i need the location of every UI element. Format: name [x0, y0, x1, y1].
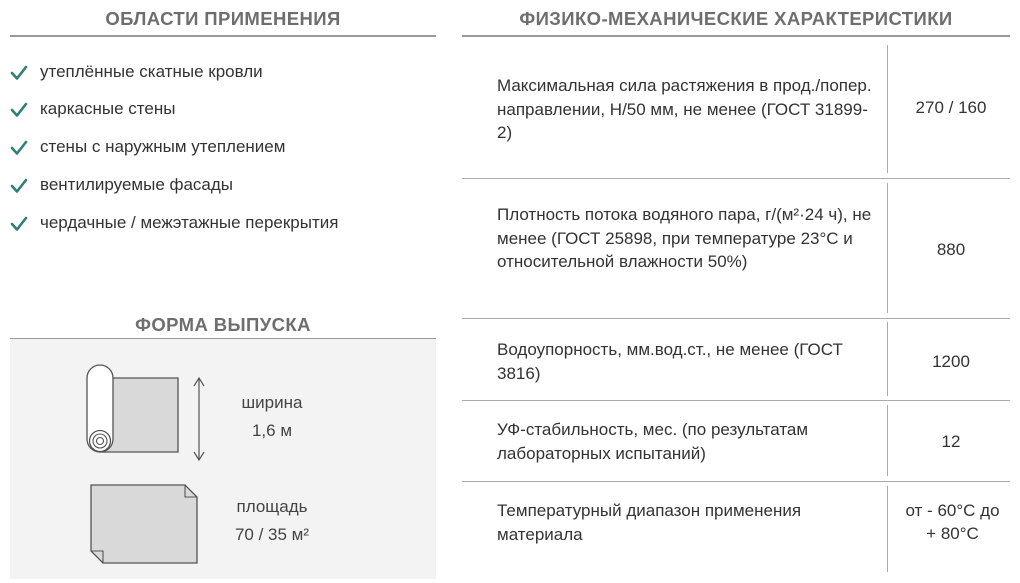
column-separator — [887, 183, 888, 313]
applications-divider — [10, 35, 436, 37]
checkmark-icon — [10, 140, 28, 156]
value-cell: от - 60°С до + 80°С — [905, 501, 1000, 543]
specs-divider — [462, 35, 1010, 37]
checkmark-icon — [10, 102, 28, 118]
row-divider — [462, 318, 1010, 319]
roll-icon — [80, 355, 215, 465]
row-divider — [462, 400, 1010, 401]
checkmark-icon — [10, 216, 28, 232]
application-item: чердачные / межэтажные перекрытия — [40, 213, 339, 232]
width-label: ширина — [241, 393, 303, 412]
application-item: вентилируемые фасады — [40, 175, 234, 194]
specs-title: ФИЗИКО-МЕХАНИЧЕСКИЕ ХАРАКТЕРИСТИКИ — [519, 8, 953, 29]
release-form-title: ФОРМА ВЫПУСКА — [135, 314, 311, 335]
area-value: 70 / 35 м² — [234, 525, 310, 544]
width-value: 1,6 м — [251, 421, 293, 440]
property-cell: Водоупорность, мм.вод.ст., не менее (ГОСТ 3816) — [497, 340, 843, 383]
row-divider — [462, 178, 1010, 179]
property-cell: УФ-стабильность, мес. (по результатам лабораторных испытаний) — [497, 420, 809, 463]
row-divider — [462, 481, 1010, 482]
column-separator — [887, 486, 888, 572]
column-separator — [887, 45, 888, 173]
value-cell: 880 — [936, 240, 966, 259]
value-cell: 1200 — [932, 352, 970, 371]
value-cell: 270 / 160 — [915, 98, 987, 117]
column-separator — [887, 322, 888, 396]
column-separator — [887, 405, 888, 476]
applications-title: ОБЛАСТИ ПРИМЕНЕНИЯ — [105, 8, 341, 29]
checkmark-icon — [10, 178, 28, 194]
application-item: стены с наружным утеплением — [40, 137, 286, 156]
area-label: площадь — [236, 497, 308, 516]
property-cell: Максимальная сила растяжения в прод./попер. направлении, Н/50 мм, не менее (ГОСТ 31899-2) — [497, 76, 872, 142]
checkmark-icon — [10, 65, 28, 81]
application-item: каркасные стены — [40, 99, 176, 118]
property-cell: Плотность потока водяного пара, г/(м²·24 ч), не менее (ГОСТ 25898, при температуре 23°С и относительной влажности 50%) — [497, 205, 872, 271]
sheet-icon — [85, 479, 205, 571]
value-cell: 12 — [941, 432, 961, 451]
application-item: утеплённые скатные кровли — [40, 62, 263, 81]
property-cell: Температурный диапазон применения материала — [497, 501, 802, 544]
